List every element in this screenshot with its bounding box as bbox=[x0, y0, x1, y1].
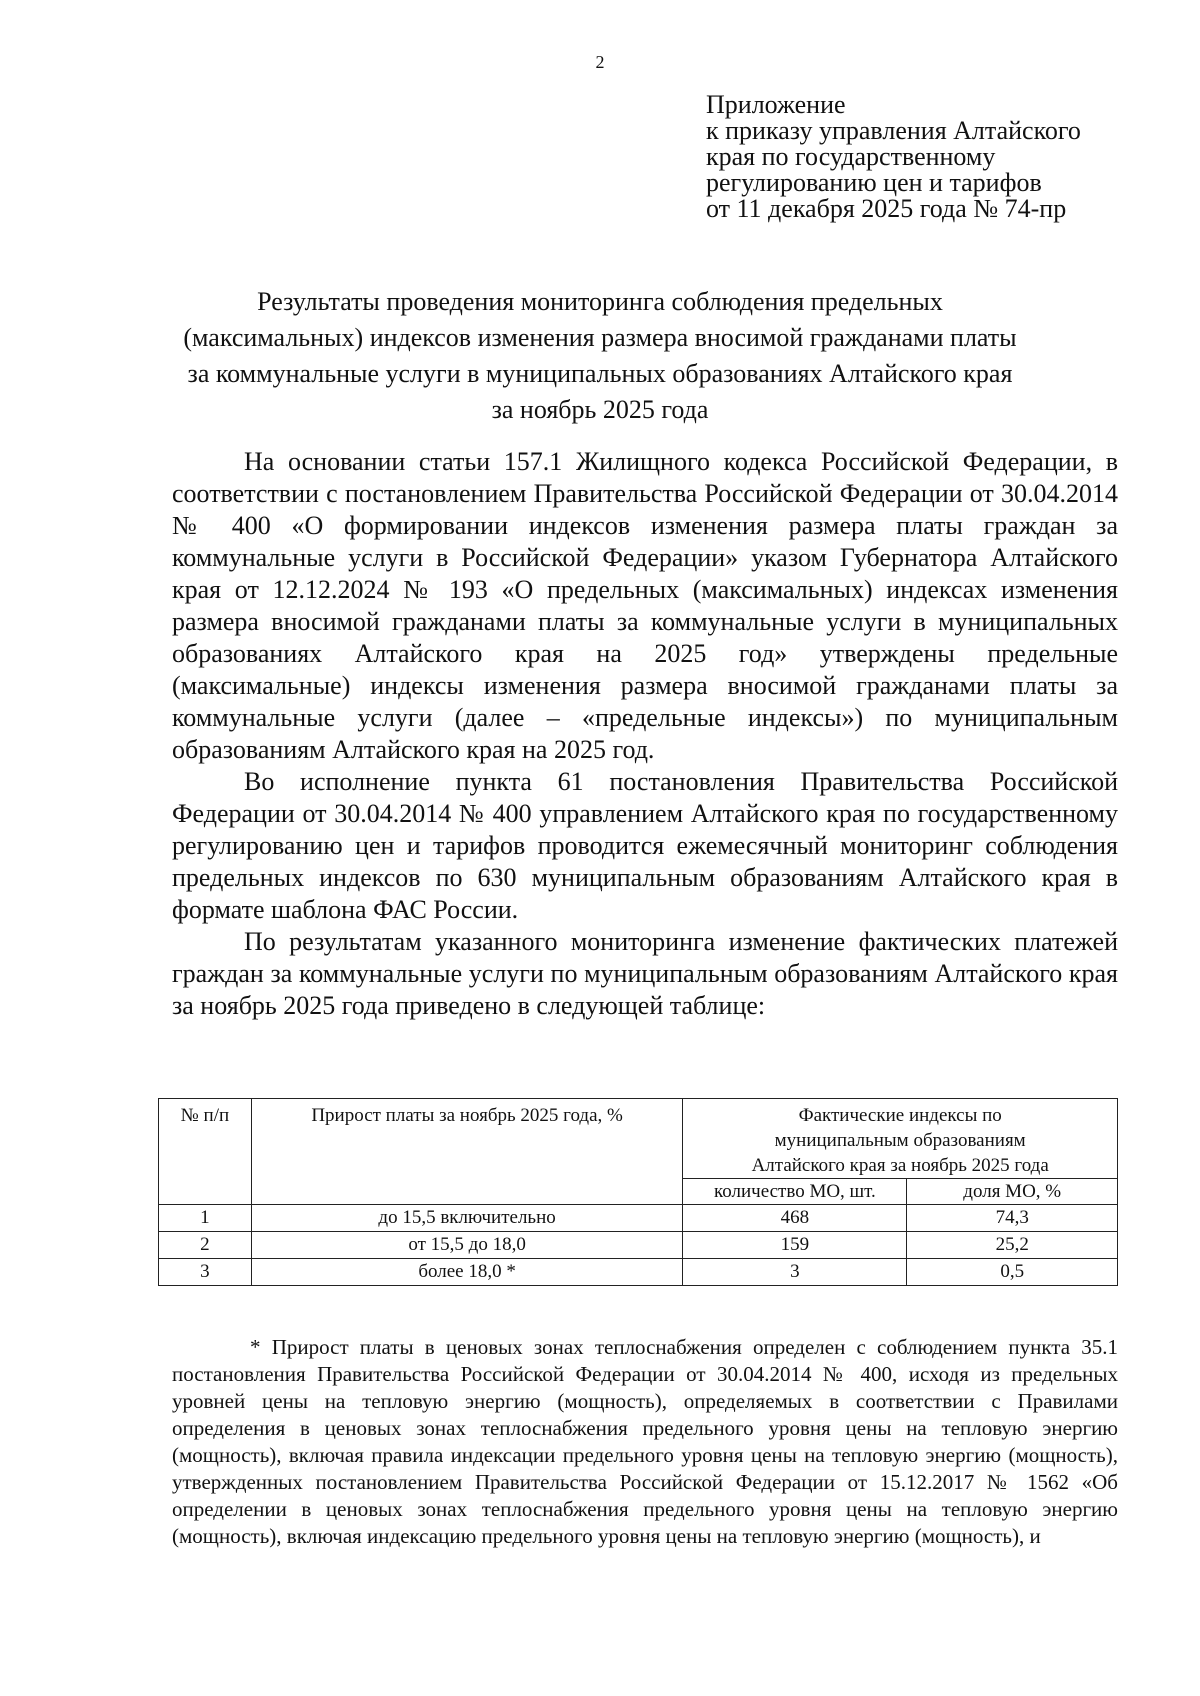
header-growth: Прирост платы за ноябрь 2025 года, % bbox=[251, 1099, 683, 1205]
cell-growth: более 18,0 * bbox=[251, 1259, 683, 1286]
appendix-line: к приказу управления Алтайского bbox=[706, 116, 1081, 145]
results-table bbox=[158, 1098, 1118, 1286]
cell-growth: от 15,5 до 18,0 bbox=[251, 1232, 683, 1259]
page-number: 2 bbox=[595, 52, 605, 72]
header-count: количество МО, шт. bbox=[683, 1179, 907, 1205]
paragraph-results: По результатам указанного мониторинга изменение фактических платежей граждан за коммунальные услуги по муниципальным образованиям Алтайского края за ноябрь 2025 года приведено в следующей таблице: bbox=[172, 927, 1118, 1020]
table-row bbox=[159, 1205, 1118, 1232]
cell-count: 3 bbox=[683, 1259, 907, 1286]
cell-share: 0,5 bbox=[907, 1259, 1118, 1286]
cell-count: 468 bbox=[683, 1205, 907, 1232]
footnote-text: * Прирост платы в ценовых зонах теплоснабжения определен с соблюдением пункта 35.1 постановления Правительства Российской Федерации от 30.04.2014 № 400, исходя из предельных уровней цены на тепловую энергию (мощность), определяемых в соответствии с Правилами определения в ценовых зонах теплоснабжения предельного уровня цены на тепловую энергию (мощность), включая правила индексации предельного уровня цены на тепловую энергию (мощность), утвержденных постановлением Правительства Российской Федерации от 15.12.2017 № 1562 «Об определении в ценовых зонах теплоснабжения предельного уровня цены на тепловую энергию (мощность), включая индексацию предельного уровня цены на тепловую энергию (мощность), и bbox=[172, 1335, 1118, 1548]
paragraph-monitoring: Во исполнение пункта 61 постановления Правительства Российской Федерации от 30.04.2014 № 400 управлением Алтайского края по государственному регулированию цен и тарифов проводится ежемесячный мониторинг соблюдения предельных индексов по 630 муниципальным образованиям Алтайского края в формате шаблона ФАС России. bbox=[172, 767, 1118, 924]
header-num: № п/п bbox=[159, 1099, 252, 1205]
table-row bbox=[159, 1232, 1118, 1259]
cell-share: 74,3 bbox=[907, 1205, 1118, 1232]
appendix-line: от 11 декабря 2025 года № 74-пр bbox=[706, 194, 1067, 223]
table-row bbox=[159, 1259, 1118, 1286]
cell-growth: до 15,5 включительно bbox=[251, 1205, 683, 1232]
header-indices: Фактические индексы по муниципальным образованиям Алтайского края за ноябрь 2025 года bbox=[683, 1099, 1118, 1179]
title-line: за коммунальные услуги в муниципальных образованиях Алтайского края bbox=[187, 359, 1013, 388]
appendix-header bbox=[706, 92, 1146, 222]
title-line: за ноябрь 2025 года bbox=[491, 395, 709, 424]
cell-num: 1 bbox=[159, 1205, 252, 1232]
title-line: Результаты проведения мониторинга соблюдения предельных bbox=[257, 287, 943, 316]
cell-count: 159 bbox=[683, 1232, 907, 1259]
header-share: доля МО, % bbox=[907, 1179, 1118, 1205]
body-text bbox=[172, 446, 1118, 1022]
cell-num: 3 bbox=[159, 1259, 252, 1286]
appendix-line: Приложение bbox=[706, 90, 846, 119]
appendix-line: регулированию цен и тарифов bbox=[706, 168, 1042, 197]
paragraph-legal-basis: На основании статьи 157.1 Жилищного кодекса Российской Федерации, в соответствии с постановлением Правительства Российской Федерации от 30.04.2014 № 400 «О формировании индексов изменения размера платы граждан за коммунальные услуги в Российской Федерации» указом Губернатора Алтайского края от 12.12.2024 № 193 «О предельных (максимальных) индексах изменения размера вносимой гражданами платы за коммунальные услуги в муниципальных образованиях Алтайского края на 2025 год» утверждены предельные (максимальные) индексы изменения размера вносимой гражданами платы за коммунальные услуги (далее – «предельные индексы») по муниципальным образованиям Алтайского края на 2025 год. bbox=[172, 447, 1118, 764]
footnote bbox=[172, 1334, 1118, 1550]
document-title bbox=[140, 284, 1060, 428]
cell-num: 2 bbox=[159, 1232, 252, 1259]
appendix-line: края по государственному bbox=[706, 142, 996, 171]
cell-share: 25,2 bbox=[907, 1232, 1118, 1259]
title-line: (максимальных) индексов изменения размера вносимой гражданами платы bbox=[183, 323, 1017, 352]
